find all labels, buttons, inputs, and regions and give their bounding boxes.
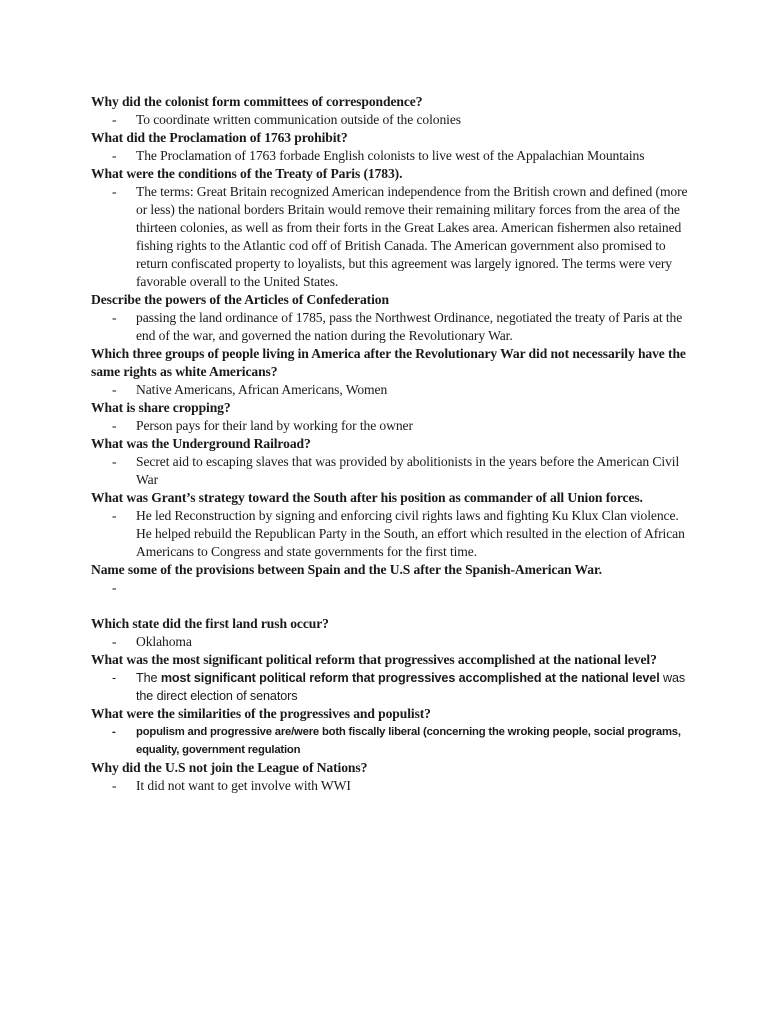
bullet-dash: -	[112, 148, 117, 163]
question-2: What did the Proclamation of 1763 prohibit?	[91, 130, 348, 145]
answer-1: - To coordinate written communication outside of the colonies	[112, 112, 461, 127]
answer-10: - Oklahoma	[112, 634, 192, 649]
answer-11: - The most significant political reform that progressives accomplished at the national level was the direct election of senators	[112, 671, 686, 703]
answer-5: - Native Americans, African Americans, Women	[112, 382, 388, 397]
blank-line	[91, 597, 691, 615]
answer-4: - passing the land ordinance of 1785, pass the Northwest Ordinance, negotiated the treaty of Paris at the end of the war, and governed the nation during the Revolutionary War.	[112, 310, 683, 343]
bullet-dash: -	[112, 726, 116, 738]
bullet-dash: -	[112, 671, 117, 685]
answer-8: - He led Reconstruction by signing and enforcing civil rights laws and fighting Ku Klux Clan violence. He helped rebuild the Republican Party in the South, an effort which resulted in the election of African Americans to Congress and state governments for the first time.	[112, 508, 685, 559]
answer-12: - populism and progressive are/were both fiscally liberal (concerning the wroking people, social programs, equality, government regulation	[91, 723, 691, 759]
bullet-dash: -	[112, 382, 117, 397]
answer-2: - The Proclamation of 1763 forbade English colonists to live west of the Appalachian Mountains	[112, 148, 645, 163]
bullet-dash: -	[112, 778, 117, 793]
bullet-dash: -	[112, 112, 117, 127]
answer-7: - Secret aid to escaping slaves that was provided by abolitionists in the years before the American Civil War	[112, 454, 680, 487]
question-7: What was the Underground Railroad?	[91, 436, 311, 451]
question-8: What was Grant’s strategy toward the South after his position as commander of all Union forces.	[91, 490, 643, 505]
answer-6: - Person pays for their land by working for the owner	[112, 418, 413, 433]
bullet-dash: -	[112, 508, 117, 523]
bullet-dash: -	[112, 454, 117, 469]
question-1: Why did the colonist form committees of correspondence?	[91, 94, 423, 109]
question-4: Describe the powers of the Articles of Confederation	[91, 292, 389, 307]
question-5: Which three groups of people living in America after the Revolutionary War did not necessarily have the same rights as white Americans?	[91, 346, 686, 379]
question-10: Which state did the first land rush occur?	[91, 616, 329, 631]
question-12: What were the similarities of the progressives and populist?	[91, 706, 431, 721]
question-13: Why did the U.S not join the League of Nations?	[91, 760, 368, 775]
bullet-dash: -	[112, 580, 117, 595]
answer-3: - The terms: Great Britain recognized American independence from the British crown and defined (more or less) the national borders Britain would remove their remaining military forces from the area of the thirteen colonies, as well as from their forts in the Great Lakes area. American fishermen also retained fishing rights to the Atlantic cod off of British Canada. The American government also promised to return confiscated property to loyalists, but this agreement was largely ignored. The terms were very favorable overall to the United States.	[112, 184, 688, 289]
question-9: Name some of the provisions between Spain and the U.S after the Spanish-American War.	[91, 562, 602, 577]
question-3: What were the conditions of the Treaty of Paris (1783).	[91, 166, 403, 181]
bullet-dash: -	[112, 418, 117, 433]
question-6: What is share cropping?	[91, 400, 231, 415]
answer-9-empty	[91, 579, 691, 597]
bullet-dash: -	[112, 310, 117, 325]
bullet-dash: -	[112, 184, 117, 199]
qa-list	[91, 93, 691, 795]
answer-13: - It did not want to get involve with WWI	[112, 778, 351, 793]
bullet-dash: -	[112, 634, 117, 649]
question-11: What was the most significant political reform that progressives accomplished at the national level?	[91, 652, 657, 667]
